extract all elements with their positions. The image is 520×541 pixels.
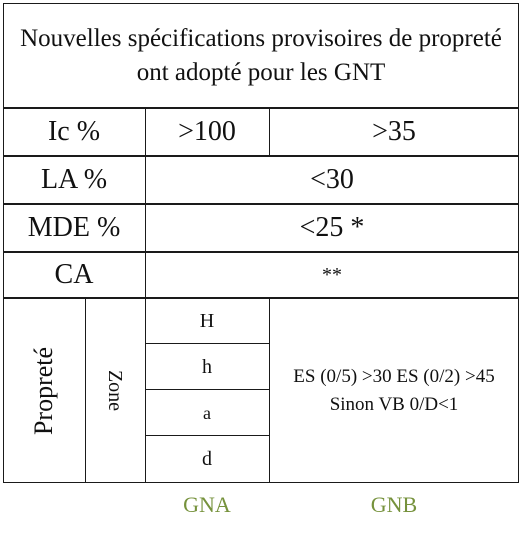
border-bottom [3, 482, 519, 483]
ca-value: ** [322, 263, 342, 286]
zone-sep-2 [145, 389, 269, 390]
table-title: Nouvelles spécifications provisoires de propreté ont adopté pour les GNT [20, 24, 502, 86]
proprete-gnb-text: ES (0/5) >30 ES (0/2) >45 Sinon VB 0/D<1 [293, 365, 495, 415]
mde-label: MDE % [27, 212, 121, 243]
zone-label-cell [85, 298, 145, 483]
col-sep-proprete [269, 298, 270, 483]
zone-a: a [203, 402, 211, 423]
mde-value: <25 * [299, 212, 365, 243]
ic-gna-value: >100 [178, 116, 236, 147]
col-sep-label [145, 108, 146, 483]
row-sep-title [3, 107, 519, 109]
ca-label: CA [54, 259, 94, 290]
border-left [3, 3, 4, 483]
footer-gnb: GNB [370, 492, 418, 517]
footer-gna: GNA [183, 492, 231, 517]
zone-h-upper: H [199, 309, 215, 332]
col-sep-ic [269, 108, 270, 156]
zone-sep-3 [145, 435, 269, 436]
zone-h-lower: h [202, 355, 212, 378]
proprete-label-cell [3, 298, 85, 483]
row-sep-mde [3, 251, 519, 253]
border-right [518, 3, 519, 483]
la-value: <30 [310, 164, 354, 195]
zone-sep-1 [145, 343, 269, 344]
border-top [3, 3, 519, 4]
ic-gnb-value: >35 [372, 116, 416, 147]
col-sep-zone [85, 298, 86, 483]
ic-label: Ic % [47, 116, 101, 147]
specifications-table [3, 3, 519, 483]
proprete-label: Propreté [29, 346, 58, 435]
row-sep-ca [3, 297, 519, 299]
la-label: LA % [40, 164, 108, 195]
zone-label: Zone [104, 369, 127, 412]
row-sep-la [3, 203, 519, 205]
row-sep-ic [3, 155, 519, 157]
zone-d: d [202, 448, 212, 470]
